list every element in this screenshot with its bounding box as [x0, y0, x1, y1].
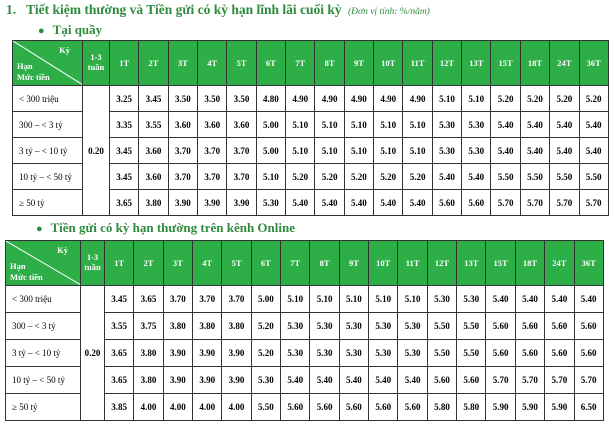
- cell-rate: 5.70: [515, 367, 544, 394]
- section-heading-text: Tại quầy: [52, 22, 103, 37]
- header-cell-term: 18T: [515, 241, 544, 286]
- cell-rate: 4.90: [286, 86, 315, 112]
- cell-rate: 3.45: [110, 164, 139, 190]
- cell-rate: 3.70: [227, 138, 256, 164]
- cell-rate: 5.40: [520, 112, 549, 138]
- header-cell-term: 24T: [550, 41, 579, 86]
- row-label-amount: < 300 triệu: [6, 286, 81, 313]
- header-row: [6, 241, 604, 286]
- cell-rate: 5.40: [545, 286, 574, 313]
- cell-rate: 5.30: [462, 112, 491, 138]
- header-cell-term: 12T: [432, 41, 461, 86]
- cell-rate: 5.10: [315, 112, 344, 138]
- cell-rate: 5.30: [310, 340, 339, 367]
- cell-rate: 3.70: [198, 138, 227, 164]
- cell-rate: 5.60: [427, 367, 456, 394]
- cell-rate: 5.00: [256, 112, 285, 138]
- table-row: [13, 86, 609, 112]
- cell-rate: 5.10: [432, 86, 461, 112]
- cell-rate: 3.65: [110, 190, 139, 216]
- header-cell-term: 9T: [339, 241, 368, 286]
- cell-rate: 5.40: [432, 164, 461, 190]
- cell-rate: 3.75: [134, 313, 163, 340]
- cell-rate: 5.20: [579, 86, 608, 112]
- cell-rate: 5.60: [545, 340, 574, 367]
- cell-rate: 5.10: [462, 86, 491, 112]
- cell-rate: 3.25: [110, 86, 139, 112]
- cell-rate: 5.90: [486, 394, 515, 421]
- header-cell-term: 36T: [579, 41, 608, 86]
- cell-rate: 5.40: [403, 190, 432, 216]
- cell-rate: 5.60: [515, 340, 544, 367]
- header-cell-term: 1T: [105, 241, 134, 286]
- cell-rate: 5.40: [310, 367, 339, 394]
- cell-rate: 5.30: [251, 367, 280, 394]
- cell-rate: 3.65: [105, 367, 134, 394]
- cell-rate: 3.90: [222, 340, 251, 367]
- cell-rate: 3.45: [139, 86, 168, 112]
- cell-rate: 5.10: [339, 286, 368, 313]
- cell-rate: 4.80: [256, 86, 285, 112]
- cell-rate: 5.20: [286, 164, 315, 190]
- cell-rate: 3.80: [139, 190, 168, 216]
- header-cell-term: 12T: [427, 241, 456, 286]
- cell-rate: 3.60: [227, 112, 256, 138]
- cell-rate: 5.70: [486, 367, 515, 394]
- header-cell-term: 10T: [369, 241, 398, 286]
- cell-rate: 4.90: [403, 86, 432, 112]
- cell-rate: 5.20: [550, 86, 579, 112]
- cell-rate: 3.70: [168, 138, 197, 164]
- cell-rate: 5.50: [491, 164, 520, 190]
- cell-rate: 4.00: [134, 394, 163, 421]
- section-heading-text: Tiền gửi có kỳ hạn thường trên kênh Online: [50, 220, 295, 235]
- cell-rate: 3.50: [227, 86, 256, 112]
- cell-rate: 5.60: [310, 394, 339, 421]
- cell-rate: 5.30: [462, 138, 491, 164]
- cell-rate: 5.90: [515, 394, 544, 421]
- header-cell-term: 1T: [110, 41, 139, 86]
- cell-week-rate: 0.20: [81, 286, 105, 421]
- cell-rate: 5.60: [369, 394, 398, 421]
- cell-rate: 5.60: [486, 313, 515, 340]
- cell-rate: 3.65: [134, 286, 163, 313]
- cell-rate: 5.30: [310, 313, 339, 340]
- cell-rate: 5.40: [579, 112, 608, 138]
- header-cell-term: 9T: [344, 41, 373, 86]
- cell-rate: 5.10: [286, 112, 315, 138]
- cell-rate: 5.10: [315, 138, 344, 164]
- section-heading-counter: [38, 22, 102, 38]
- cell-rate: 5.30: [281, 340, 310, 367]
- row-label-amount: 10 tỷ – < 50 tỷ: [13, 164, 83, 190]
- cell-week-rate: 0.20: [83, 86, 110, 216]
- row-label-amount: 3 tỷ – < 10 tỷ: [13, 138, 83, 164]
- cell-rate: 5.40: [574, 286, 603, 313]
- corner-label-term: Kỳ: [57, 245, 68, 255]
- cell-rate: 3.80: [163, 313, 192, 340]
- cell-rate: 5.40: [520, 138, 549, 164]
- cell-rate: 5.30: [256, 190, 285, 216]
- row-label-amount: ≥ 50 tỷ: [6, 394, 81, 421]
- cell-rate: 5.70: [550, 190, 579, 216]
- header-cell-term: 6T: [251, 241, 280, 286]
- cell-rate: 5.50: [457, 340, 486, 367]
- cell-rate: 5.10: [369, 286, 398, 313]
- header-cell-term: 15T: [491, 41, 520, 86]
- cell-rate: 5.60: [339, 394, 368, 421]
- bullet-icon: ●: [36, 223, 43, 235]
- cell-rate: 5.50: [427, 313, 456, 340]
- corner-label-han: Hạn: [17, 61, 33, 71]
- cell-rate: 3.70: [168, 164, 197, 190]
- rate-table-counter: [12, 40, 609, 216]
- title-number: 1.: [6, 2, 17, 17]
- cell-rate: 3.60: [139, 164, 168, 190]
- cell-rate: 5.20: [251, 340, 280, 367]
- cell-rate: 3.80: [193, 313, 222, 340]
- cell-rate: 3.35: [110, 112, 139, 138]
- header-cell-term: 2T: [139, 41, 168, 86]
- cell-rate: 5.10: [281, 286, 310, 313]
- cell-rate: 5.40: [369, 367, 398, 394]
- cell-rate: 3.60: [198, 112, 227, 138]
- cell-rate: 5.60: [574, 313, 603, 340]
- cell-rate: 5.80: [457, 394, 486, 421]
- cell-rate: 5.40: [491, 112, 520, 138]
- header-cell-term: 8T: [310, 241, 339, 286]
- cell-rate: 5.10: [374, 138, 403, 164]
- header-cell-term: 7T: [286, 41, 315, 86]
- cell-rate: 3.90: [222, 367, 251, 394]
- row-label-amount: ≥ 50 tỷ: [13, 190, 83, 216]
- bullet-icon: ●: [38, 25, 45, 37]
- row-label-amount: 300 – < 3 tỷ: [6, 313, 81, 340]
- cell-rate: 4.00: [163, 394, 192, 421]
- header-cell-term: 24T: [545, 241, 574, 286]
- cell-rate: 3.65: [105, 340, 134, 367]
- cell-rate: 5.70: [520, 190, 549, 216]
- cell-rate: 5.50: [520, 164, 549, 190]
- cell-rate: 5.40: [286, 190, 315, 216]
- cell-rate: 3.70: [227, 164, 256, 190]
- header-cell-term: 18T: [520, 41, 549, 86]
- cell-rate: 5.10: [286, 138, 315, 164]
- header-cell-term: 8T: [315, 41, 344, 86]
- cell-rate: 5.10: [344, 138, 373, 164]
- header-cell-week: 1-3 tuần: [81, 241, 105, 286]
- cell-rate: 5.20: [344, 164, 373, 190]
- header-cell-term: 6T: [256, 41, 285, 86]
- cell-rate: 3.70: [198, 164, 227, 190]
- corner-label-amount: Mức tiền: [17, 72, 50, 82]
- cell-rate: 3.90: [163, 367, 192, 394]
- page-title: [6, 2, 430, 18]
- cell-rate: 5.20: [374, 164, 403, 190]
- header-cell-term: 11T: [403, 41, 432, 86]
- cell-rate: 5.30: [432, 138, 461, 164]
- cell-rate: 3.45: [110, 138, 139, 164]
- cell-rate: 5.10: [256, 164, 285, 190]
- header-cell-term: 13T: [462, 41, 491, 86]
- corner-header-cell: [6, 241, 81, 286]
- cell-rate: 6.50: [574, 394, 603, 421]
- header-cell-term: 3T: [163, 241, 192, 286]
- header-cell-term: 3T: [168, 41, 197, 86]
- cell-rate: 5.70: [545, 367, 574, 394]
- cell-rate: 3.55: [105, 313, 134, 340]
- cell-rate: 5.90: [545, 394, 574, 421]
- cell-rate: 3.50: [198, 86, 227, 112]
- cell-rate: 3.90: [168, 190, 197, 216]
- header-cell-term: 11T: [398, 241, 427, 286]
- cell-rate: 5.20: [520, 86, 549, 112]
- cell-rate: 3.90: [193, 367, 222, 394]
- cell-rate: 5.50: [457, 313, 486, 340]
- cell-rate: 5.40: [315, 190, 344, 216]
- header-cell-term: 7T: [281, 241, 310, 286]
- cell-rate: 5.60: [281, 394, 310, 421]
- cell-rate: 5.30: [432, 112, 461, 138]
- cell-rate: 3.85: [105, 394, 134, 421]
- cell-rate: 5.40: [462, 164, 491, 190]
- cell-rate: 3.60: [139, 138, 168, 164]
- unit-note: (Đơn vị tính: %/năm): [348, 7, 430, 17]
- cell-rate: 5.20: [491, 86, 520, 112]
- rate-table-online: [5, 240, 604, 421]
- header-cell-term: 5T: [227, 41, 256, 86]
- cell-rate: 5.40: [398, 367, 427, 394]
- cell-rate: 5.30: [369, 313, 398, 340]
- header-row: [13, 41, 609, 86]
- cell-rate: 5.30: [339, 313, 368, 340]
- header-cell-term: 4T: [198, 41, 227, 86]
- cell-rate: 5.50: [550, 164, 579, 190]
- cell-rate: 5.10: [374, 112, 403, 138]
- cell-rate: 5.40: [281, 367, 310, 394]
- cell-rate: 5.60: [462, 190, 491, 216]
- corner-header-cell: [13, 41, 83, 86]
- row-label-amount: < 300 triệu: [13, 86, 83, 112]
- header-cell-term: 5T: [222, 241, 251, 286]
- cell-rate: 5.40: [486, 286, 515, 313]
- cell-rate: 5.30: [398, 313, 427, 340]
- cell-rate: 5.20: [251, 313, 280, 340]
- corner-label-amount: Mức tiền: [10, 272, 43, 282]
- cell-rate: 5.20: [315, 164, 344, 190]
- header-cell-term: 4T: [193, 241, 222, 286]
- cell-rate: 5.70: [491, 190, 520, 216]
- header-cell-term: 2T: [134, 241, 163, 286]
- cell-rate: 5.30: [339, 340, 368, 367]
- cell-rate: 3.90: [227, 190, 256, 216]
- cell-rate: 5.30: [398, 340, 427, 367]
- cell-rate: 3.70: [163, 286, 192, 313]
- row-label-amount: 3 tỷ – < 10 tỷ: [6, 340, 81, 367]
- cell-rate: 5.60: [432, 190, 461, 216]
- cell-rate: 5.30: [427, 286, 456, 313]
- cell-rate: 5.70: [579, 190, 608, 216]
- cell-rate: 5.50: [579, 164, 608, 190]
- section-heading-online: [36, 220, 295, 236]
- cell-rate: 5.30: [281, 313, 310, 340]
- header-cell-term: 15T: [486, 241, 515, 286]
- cell-rate: 3.70: [222, 286, 251, 313]
- cell-rate: 5.60: [545, 313, 574, 340]
- cell-rate: 5.10: [310, 286, 339, 313]
- cell-rate: 4.90: [315, 86, 344, 112]
- cell-rate: 5.30: [369, 340, 398, 367]
- cell-rate: 5.60: [398, 394, 427, 421]
- cell-rate: 5.40: [579, 138, 608, 164]
- cell-rate: 3.90: [198, 190, 227, 216]
- cell-rate: 3.80: [222, 313, 251, 340]
- cell-rate: 4.00: [222, 394, 251, 421]
- cell-rate: 5.80: [427, 394, 456, 421]
- cell-rate: 5.70: [574, 367, 603, 394]
- cell-rate: 3.80: [134, 367, 163, 394]
- cell-rate: 5.00: [256, 138, 285, 164]
- cell-rate: 5.60: [486, 340, 515, 367]
- cell-rate: 5.40: [344, 190, 373, 216]
- cell-rate: 5.60: [457, 367, 486, 394]
- cell-rate: 5.00: [251, 286, 280, 313]
- cell-rate: 5.40: [374, 190, 403, 216]
- row-label-amount: 300 – < 3 tỷ: [13, 112, 83, 138]
- header-cell-term: 10T: [374, 41, 403, 86]
- title-text: Tiết kiệm thường và Tiền gửi có kỳ hạn lĩnh lãi cuối kỳ: [26, 2, 342, 17]
- cell-rate: 3.60: [168, 112, 197, 138]
- cell-rate: 5.40: [550, 112, 579, 138]
- header-cell-term: 13T: [457, 241, 486, 286]
- cell-rate: 5.40: [491, 138, 520, 164]
- cell-rate: 3.90: [193, 340, 222, 367]
- cell-rate: 5.40: [339, 367, 368, 394]
- cell-rate: 5.10: [403, 138, 432, 164]
- cell-rate: 4.90: [344, 86, 373, 112]
- cell-rate: 3.50: [168, 86, 197, 112]
- cell-rate: 5.50: [251, 394, 280, 421]
- cell-rate: 5.20: [403, 164, 432, 190]
- header-cell-term: 36T: [574, 241, 603, 286]
- cell-rate: 3.90: [163, 340, 192, 367]
- cell-rate: 3.45: [105, 286, 134, 313]
- header-cell-week: 1-3 tuần: [83, 41, 110, 86]
- cell-rate: 4.90: [374, 86, 403, 112]
- cell-rate: 5.10: [398, 286, 427, 313]
- cell-rate: 5.50: [427, 340, 456, 367]
- cell-rate: 3.55: [139, 112, 168, 138]
- cell-rate: 5.40: [550, 138, 579, 164]
- corner-label-term: Kỳ: [59, 45, 70, 55]
- cell-rate: 3.70: [193, 286, 222, 313]
- table-row: [6, 286, 604, 313]
- cell-rate: 5.60: [515, 313, 544, 340]
- row-label-amount: 10 tỷ – < 50 tỷ: [6, 367, 81, 394]
- cell-rate: 5.30: [457, 286, 486, 313]
- cell-rate: 5.10: [403, 112, 432, 138]
- cell-rate: 4.00: [193, 394, 222, 421]
- corner-label-han: Hạn: [10, 261, 26, 271]
- cell-rate: 5.10: [344, 112, 373, 138]
- cell-rate: 5.40: [515, 286, 544, 313]
- cell-rate: 5.60: [574, 340, 603, 367]
- cell-rate: 3.80: [134, 340, 163, 367]
